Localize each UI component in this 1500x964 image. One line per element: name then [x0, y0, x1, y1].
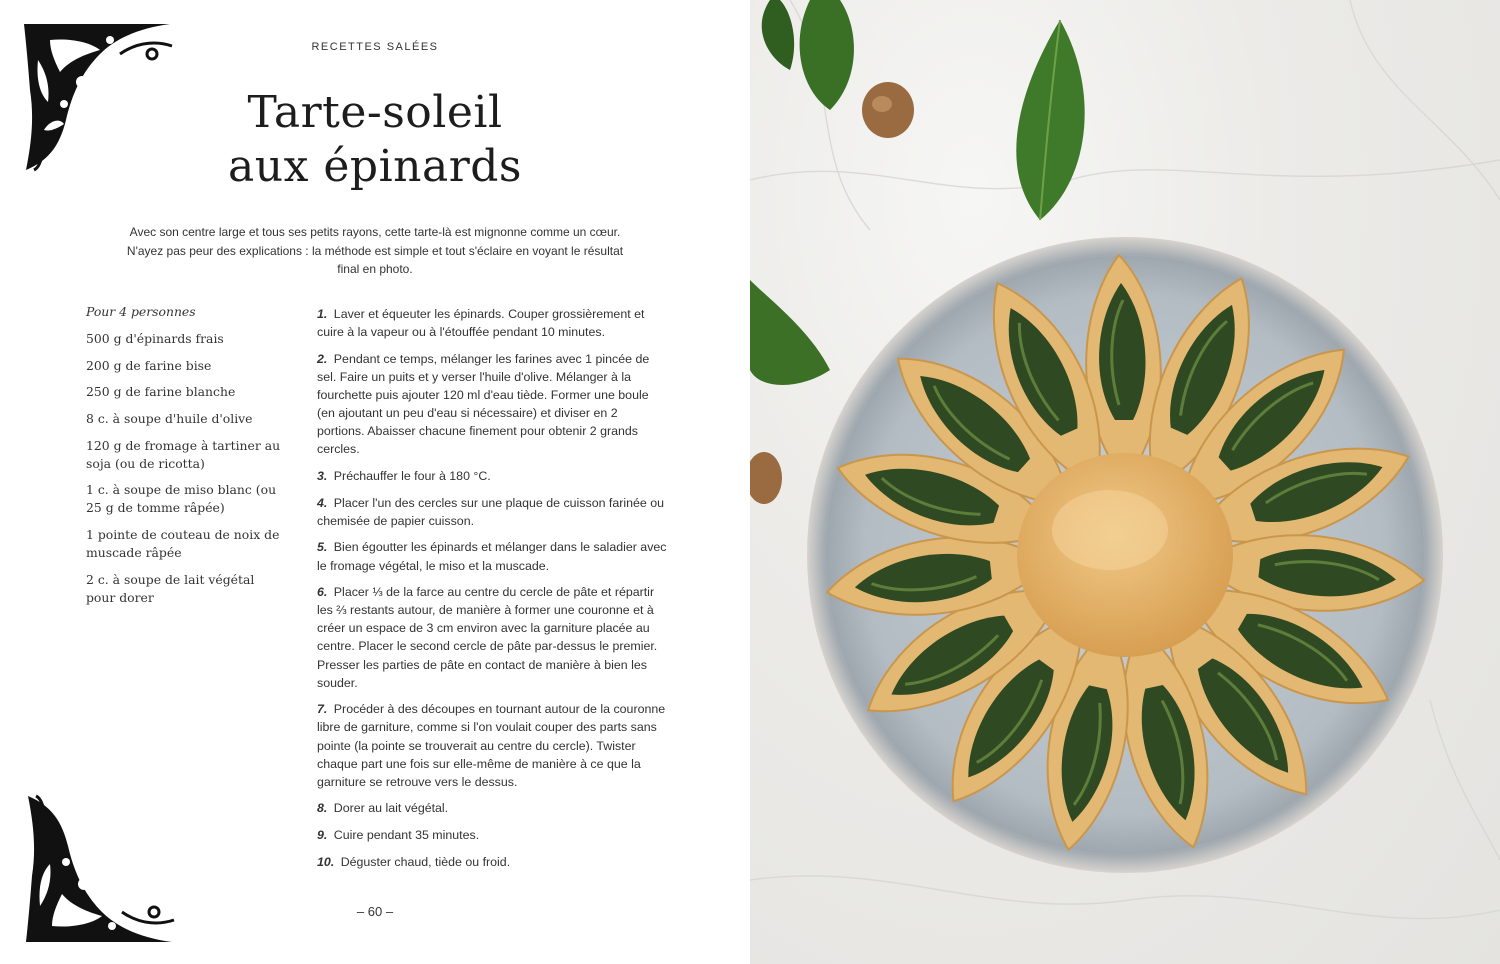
step-number: 2. — [317, 351, 328, 366]
step-text: Dorer au lait végétal. — [333, 801, 449, 816]
ingredient-item: 200 g de farine bise — [86, 357, 212, 373]
step-text: Pendant ce temps, mélanger les farines avec 1 pincée de sel. Faire un puits et y verser l'huile d'olive. Mélanger à la fourchette puis ajouter 120 ml d'eau tiède. Former une boule (en ajoutant un peu d'eau si nécessaire) et diviser en 2 portions. Abaisser chacune finement pour obtenir 2 grands cercles. — [317, 351, 650, 457]
step-item — [317, 853, 667, 871]
step-item — [317, 538, 667, 574]
ingredient-item: 2 c. à soupe de lait végétal pour dorer — [86, 571, 255, 605]
ingredient-item: 120 g de fromage à tartiner au soja (ou de ricotta) — [86, 437, 281, 471]
step-item — [317, 350, 667, 459]
step-number: 7. — [317, 702, 328, 717]
ingredients-list — [86, 303, 286, 616]
step-text: Bien égoutter les épinards et mélanger dans le saladier avec le fromage végétal, le miso et la muscade. — [317, 540, 667, 573]
ingredient-item: 8 c. à soupe d'huile d'olive — [86, 411, 253, 427]
recipe-title-line-1: Tarte-soleil — [247, 87, 503, 138]
step-number: 8. — [317, 801, 328, 816]
page-number: – 60 – — [356, 904, 394, 919]
step-text: Placer l'un des cercles sur une plaque de cuisson farinée ou chemisée de papier cuisson. — [317, 495, 665, 528]
step-text: Procéder à des découpes en tournant autour de la couronne libre de garniture, comme si l'on voulait couper des parts sans pointe (la pointe se trouverait au centre du cercle). Twister chaque part une fois sur elle-même de manière à ce que la garniture se retrouve vers le dessus. — [317, 702, 666, 789]
step-number: 4. — [317, 495, 328, 510]
recipe-intro: Avec son centre large et tous ses petits rayons, cette tarte-là est mignonne comme un cœur. N'ayez pas peur des explications : la méthode est simple et tout s'éclaire en voyant le résultat final en photo. — [126, 225, 624, 276]
step-text: Cuire pendant 35 minutes. — [333, 828, 480, 843]
step-text: Déguster chaud, tiède ou froid. — [340, 854, 511, 869]
step-number: 10. — [317, 854, 335, 869]
floral-ornament-bottom-left — [22, 790, 180, 946]
servings: Pour 4 personnes — [86, 304, 196, 319]
recipe-title — [150, 86, 600, 194]
recipe-steps — [317, 305, 667, 879]
step-item — [317, 305, 667, 341]
step-number: 3. — [317, 468, 328, 483]
step-item — [317, 467, 667, 485]
right-page-photo — [750, 0, 1500, 964]
tart-photo-image — [750, 0, 1500, 964]
step-number: 1. — [317, 307, 328, 321]
ingredient-item: 500 g d'épinards frais — [86, 331, 224, 346]
step-item — [317, 826, 667, 844]
step-text: Préchauffer le four à 180 °C. — [333, 468, 491, 483]
ingredient-item: 250 g de farine blanche — [86, 384, 236, 400]
step-number: 9. — [317, 828, 328, 843]
step-item — [317, 799, 667, 817]
step-item — [317, 700, 667, 790]
step-number: 5. — [317, 540, 328, 555]
recipe-title-line-2: aux épinards — [228, 141, 522, 192]
step-item — [317, 583, 667, 692]
step-text: Laver et équeuter les épinards. Couper grossièrement et cuire à la vapeur ou à l'étouffée pendant 10 minutes. — [317, 307, 645, 340]
ingredient-item: 1 pointe de couteau de noix de muscade râpée — [86, 527, 280, 561]
step-number: 6. — [317, 585, 328, 600]
step-item — [317, 494, 667, 530]
ingredient-item: 1 c. à soupe de miso blanc (ou 25 g de tomme râpée) — [86, 482, 277, 516]
step-text: Placer ⅓ de la farce au centre du cercle de pâte et répartir les ⅔ restants autour, de manière à former une couronne et à créer un espace de 3 cm environ avec la garniture placée au centre. Placer le second cercle de pâte par-dessus le premier. Presser les parties de pâte en contact de manière à bien les souder. — [317, 585, 658, 690]
section-label: RECETTES SALÉES — [311, 41, 439, 53]
